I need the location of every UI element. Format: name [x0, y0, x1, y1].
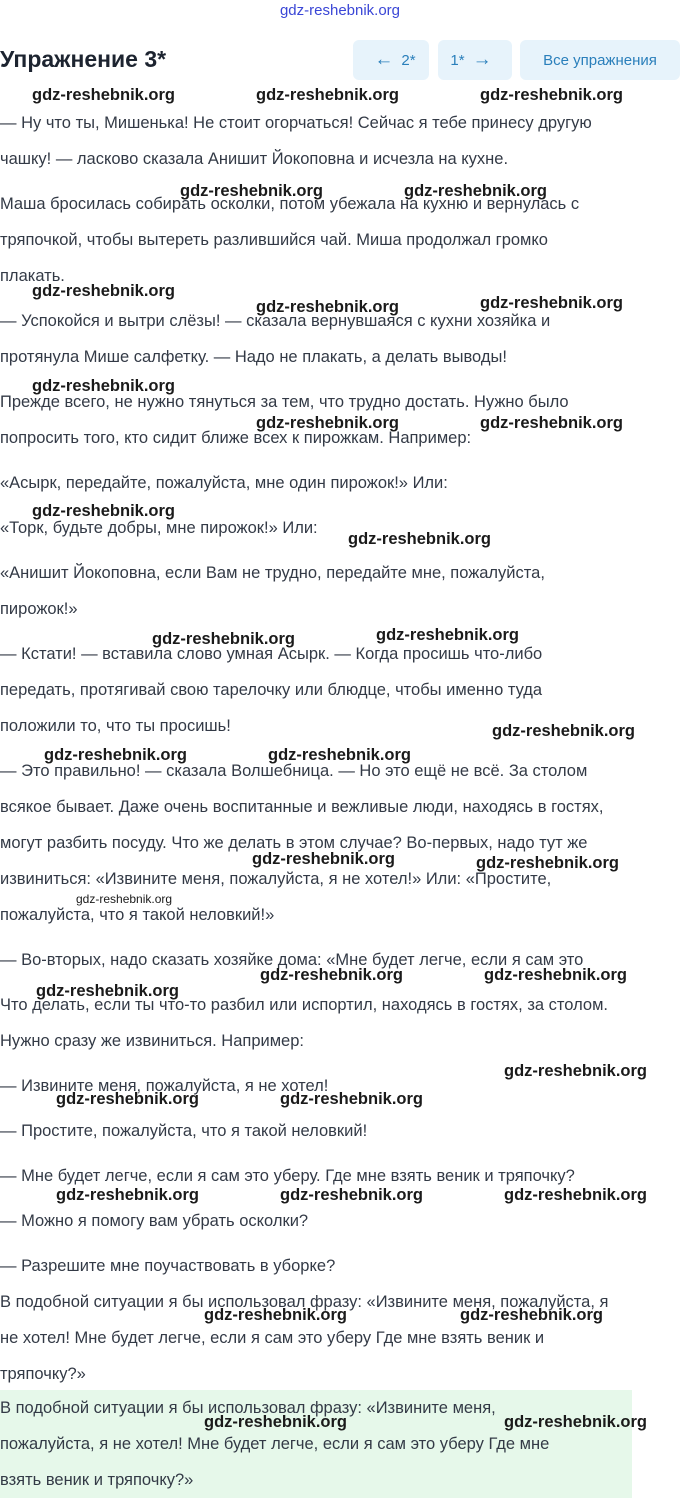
text-line: Прежде всего, не нужно тянуться за тем, что трудно достать. Нужно было	[0, 393, 569, 411]
prev-exercise-label: 2*	[401, 51, 416, 69]
watermark: gdz-reshebnik.org	[480, 294, 624, 312]
watermark: gdz-reshebnik.org	[180, 182, 324, 200]
watermark: gdz-reshebnik.org	[32, 86, 176, 104]
page-title: Упражнение 3*	[0, 46, 167, 72]
text-line: — Успокойся и вытри слёзы! — сказала вернувшаяся с кухни хозяйка и	[0, 312, 551, 330]
text-line: «Асырк, передайте, пожалуйста, мне один пирожок!» Или:	[0, 474, 448, 492]
watermark: gdz-reshebnik.org	[268, 746, 412, 764]
answer-line: взять веник и тряпочку?»	[0, 1471, 194, 1489]
watermark: gdz-reshebnik.org	[460, 1306, 604, 1324]
text-line: — Разрешите мне поучаствовать в уборке?	[0, 1257, 336, 1275]
text-line: В подобной ситуации я бы использовал фразу: «Извините меня, пожалуйста, я	[0, 1293, 609, 1311]
answer-line: В подобной ситуации я бы использовал фразу: «Извините меня,	[0, 1399, 496, 1417]
text-line: «Анишит Йокоповна, если Вам не трудно, передайте мне, пожалуйста,	[0, 564, 545, 582]
watermark: gdz-reshebnik.org	[504, 1062, 648, 1080]
text-line: передать, протягивай свою тарелочку или блюдце, чтобы именно туда	[0, 681, 543, 699]
watermark: gdz-reshebnik.org	[480, 86, 624, 104]
text-line: — Простите, пожалуйста, что я такой неловкий!	[0, 1122, 368, 1140]
watermark: gdz-reshebnik.org	[404, 182, 548, 200]
text-line: Нужно сразу же извиниться. Например:	[0, 1032, 304, 1050]
watermark: gdz-reshebnik.org	[256, 86, 400, 104]
text-line: — Извините меня, пожалуйста, я не хотел!	[0, 1077, 329, 1095]
watermark: gdz-reshebnik.org	[56, 1090, 200, 1108]
text-line: чашку! — ласково сказала Анишит Йокоповна и исчезла на кухне.	[0, 150, 509, 168]
text-line: Маша бросилась собирать осколки, потом убежала на кухню и вернулась с	[0, 195, 580, 213]
text-line: — Во-вторых, надо сказать хозяйке дома: «Мне будет легче, если я сам это	[0, 951, 584, 969]
text-line: Что делать, если ты что-то разбил или испортил, находясь в гостях, за столом.	[0, 996, 608, 1014]
text-line: тряпочкой, чтобы вытереть разлившийся чай. Миша продолжал громко	[0, 231, 548, 249]
watermark: gdz-reshebnik.org	[152, 630, 296, 648]
watermark: gdz-reshebnik.org	[348, 530, 492, 548]
watermark: gdz-reshebnik.org	[256, 298, 400, 316]
site-link[interactable]: gdz-reshebnik.org	[279, 2, 401, 19]
text-line: — Мне будет легче, если я сам это уберу. Где мне взять веник и тряпочку?	[0, 1167, 575, 1185]
watermark: gdz-reshebnik.org	[260, 966, 404, 984]
text-line: — Кстати! — вставила слово умная Асырк. — Когда просишь что-либо	[0, 645, 543, 663]
watermark: gdz-reshebnik.org	[44, 746, 188, 764]
watermark: gdz-reshebnik.org	[36, 982, 180, 1000]
watermark: gdz-reshebnik.org	[32, 377, 176, 395]
text-line: всякое бывает. Даже очень воспитанные и вежливые люди, находясь в гостях,	[0, 798, 604, 816]
watermark: gdz-reshebnik.org	[480, 414, 624, 432]
text-line: тряпочку?»	[0, 1365, 86, 1383]
watermark: gdz-reshebnik.org	[280, 1186, 424, 1204]
text-line: — Ну что ты, Мишенька! Не стоит огорчаться! Сейчас я тебе принесу другую	[0, 114, 592, 132]
watermark: gdz-reshebnik.org	[256, 414, 400, 432]
text-line: могут разбить посуду. Что же делать в этом случае? Во-первых, надо тут же	[0, 834, 588, 852]
text-line: попросить того, кто сидит ближе всех к пирожкам. Например:	[0, 429, 472, 447]
arrow-right-icon: →	[472, 49, 492, 70]
watermark: gdz-reshebnik.org	[56, 1186, 200, 1204]
text-line: — Можно я помогу вам убрать осколки?	[0, 1212, 309, 1230]
watermark: gdz-reshebnik.org	[492, 722, 636, 740]
text-line: не хотел! Мне будет легче, если я сам это уберу Где мне взять веник и	[0, 1329, 545, 1347]
answer-line: пожалуйста, я не хотел! Мне будет легче, если я сам это уберу Где мне	[0, 1435, 550, 1453]
all-exercises-button[interactable]: Все упражнения	[520, 40, 680, 80]
text-line: пожалуйста, что я такой неловкий!»	[0, 906, 275, 924]
arrow-left-icon: ←	[374, 49, 394, 70]
watermark: gdz-reshebnik.org	[376, 626, 520, 644]
watermark: gdz-reshebnik.org	[204, 1413, 348, 1431]
watermark: gdz-reshebnik.org	[32, 502, 176, 520]
watermark: gdz-reshebnik.org	[32, 282, 176, 300]
text-line: — Это правильно! — сказала Волшебница. — Но это ещё не всё. За столом	[0, 762, 588, 780]
watermark: gdz-reshebnik.org	[476, 854, 620, 872]
next-exercise-label: 1*	[450, 51, 465, 69]
exercise-header	[0, 40, 680, 80]
watermark: gdz-reshebnik.org	[252, 850, 396, 868]
text-line: пирожок!»	[0, 600, 78, 618]
text-line: извиниться: «Извините меня, пожалуйста, я не хотел!» Или: «Простите,	[0, 870, 552, 888]
prev-exercise-button[interactable]	[353, 40, 429, 80]
watermark: gdz-reshebnik.org	[204, 1306, 348, 1324]
text-line: «Торк, будьте добры, мне пирожок!» Или:	[0, 519, 318, 537]
text-line: протянула Мише салфетку. — Надо не плакать, а делать выводы!	[0, 348, 507, 366]
watermark: gdz-reshebnik.org	[504, 1186, 648, 1204]
text-line: плакать.	[0, 267, 65, 285]
watermark: gdz-reshebnik.org	[484, 966, 628, 984]
watermark: gdz-reshebnik.org	[280, 1090, 424, 1108]
watermark: gdz-reshebnik.org	[76, 892, 173, 906]
watermark: gdz-reshebnik.org	[504, 1413, 648, 1431]
text-line: положили то, что ты просишь!	[0, 717, 231, 735]
next-exercise-button[interactable]	[438, 40, 512, 80]
